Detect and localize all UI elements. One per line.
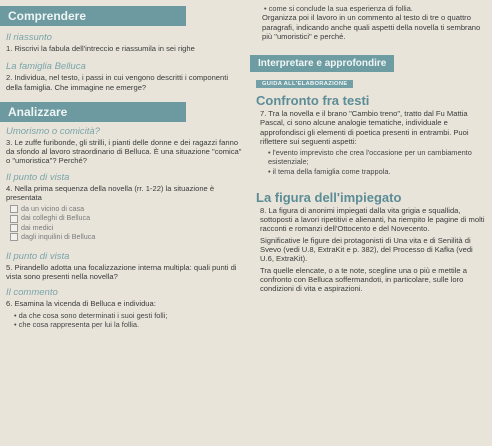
umorismo-heading: Umorismo o comicità? — [6, 125, 100, 137]
checkbox-icon[interactable] — [10, 233, 18, 241]
confronto-bullet-1: • l'evento imprevisto che crea l'occasione per un cambiamento esistenziale; — [268, 148, 472, 167]
famiglia-heading: La famiglia Belluca — [6, 61, 86, 73]
option-a[interactable]: da un vicino di casa — [10, 204, 248, 213]
question-4: 4. Nella prima sequenza della novella (rr. 1-22) la situazione è presentata — [6, 183, 215, 203]
impiegato-paragraph-3: Tra quelle elencate, o a te note, scegline una o più e mettile a confronto con Belluca soffermandoti, in particolare, sulle loro condizioni di vita e aspirazioni. — [260, 265, 467, 294]
option-d[interactable]: dagli inquilini di Belluca — [10, 232, 248, 241]
left-column — [0, 0, 248, 329]
commento-bullet-2: • che cosa rappresenta per lui la follia. — [14, 319, 140, 329]
question-5: 5. Pirandello adotta una focalizzazione interna multipla: quali punti di vista sono presenti nella novella? — [6, 262, 237, 282]
question-1: 1. Riscrivi la fabula dell'intreccio e riassumila in sei righe — [6, 44, 195, 53]
top-paragraph: Organizza poi il lavoro in un commento al testo di tre o quattro paragrafi, indicando anche quali aspetti della novella ti sembrano più "umoristici" e perché. — [262, 13, 481, 41]
question-7: 7. Tra la novella e il brano "Cambio treno", tratto dal Fu Mattia Pascal, ci sono alcune analogie tematiche, individuale e approfondisci gli elementi di poetica presenti in entrambi. Puoi riflettere sui seguenti aspetti: — [260, 109, 469, 146]
impiegato-heading: La figura dell'impiegato — [256, 189, 402, 205]
analizzare-banner: Analizzare — [0, 102, 186, 122]
checkbox-icon[interactable] — [10, 205, 18, 213]
comprendere-banner: Comprendere — [0, 6, 186, 26]
riassunto-heading: Il riassunto — [6, 32, 52, 43]
section-title-wrap — [250, 53, 490, 72]
option-c[interactable]: dai medici — [10, 223, 248, 232]
section-title: Interpretare e approfondire — [250, 55, 394, 72]
checkbox-icon[interactable] — [10, 215, 18, 223]
punto-di-vista-heading-1: Il punto di vista — [6, 171, 70, 183]
checkbox-icon[interactable] — [10, 224, 18, 232]
question-8: 8. La figura di anonimi impiegati dalla vita grigia e squallida, sottoposti a lavori ripetitivi e alienanti, ha riempito le pagine di molti racconti e romanzi dell'Ottocento e del Novecento. — [260, 205, 485, 234]
question-6: 6. Esamina la vicenda di Belluca e individua: — [6, 299, 156, 309]
top-bullet: • come si conclude la sua esperienza di follia. — [264, 4, 413, 13]
right-column — [250, 0, 490, 296]
confronto-heading: Confronto fra testi — [256, 93, 370, 109]
impiegato-paragraph-2: Significative le figure dei protagonisti di Una vita e di Senilità di Svevo (vedi U.8, ExtraKit e p. 382), del Processo di Kafka (vedi U.6, ExtraKit). — [260, 235, 473, 264]
commento-heading: Il commento — [6, 287, 58, 299]
commento-bullet-1: • da che cosa sono determinati i suoi gesti folli; — [14, 310, 168, 320]
question-3: 3. Le zuffe furibonde, gli strilli, i pianti delle donne e dei ragazzi fanno da sfondo al lavoro straordinario di Belluca. È una situazione "comica" o "umoristica"? Perché? — [6, 137, 242, 166]
confronto-bullet-2: • il tema della famiglia come trappola. — [268, 166, 391, 176]
punto-di-vista-heading-2: Il punto di vista — [6, 250, 70, 262]
guida-pill: GUIDA ALL'ELABORAZIONE — [256, 80, 353, 88]
option-b[interactable]: dai colleghi di Belluca — [10, 213, 248, 222]
question-2: 2. Individua, nel testo, i passi in cui vengono descritti i componenti della famiglia. Che immagine ne emerge? — [6, 73, 229, 92]
